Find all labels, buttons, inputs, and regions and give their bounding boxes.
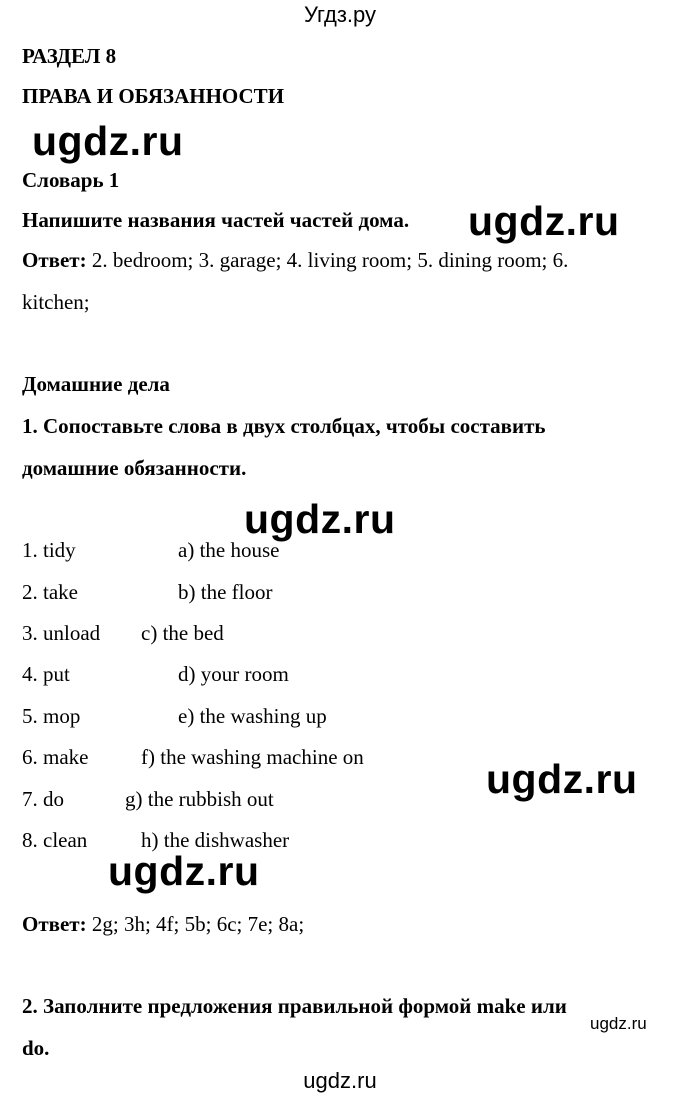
list-item-left: 2. take xyxy=(22,580,78,604)
vocab-answer-line2: kitchen; xyxy=(22,290,90,314)
vocab-title: Словарь 1 xyxy=(22,168,120,192)
watermark-3: ugdz.ru xyxy=(244,496,396,542)
list-item-left: 3. unload xyxy=(22,621,101,645)
section-label: РАЗДЕЛ 8 xyxy=(22,44,117,68)
chores-title: Домашние дела xyxy=(22,372,170,396)
list-item-right: d) your room xyxy=(178,662,289,686)
watermark-footer: ugdz.ru xyxy=(303,1068,377,1093)
list-item-left: 8. clean xyxy=(22,828,88,852)
chores-answer xyxy=(22,912,304,937)
task2-line2: do. xyxy=(22,1036,50,1060)
chores-answer-value: 2g; 3h; 4f; 5b; 6c; 7e; 8a; xyxy=(91,912,305,936)
watermark-5: ugdz.ru xyxy=(108,848,260,894)
vocab-answer xyxy=(22,248,568,273)
list-item-right: e) the washing up xyxy=(178,704,327,728)
watermark-small: ugdz.ru xyxy=(590,1014,647,1033)
vocab-task: Напишите названия частей частей дома. xyxy=(22,208,410,232)
list-item-right: b) the floor xyxy=(178,580,273,604)
list-item-left: 5. mop xyxy=(22,704,81,728)
chores-task-line2: домашние обязанности. xyxy=(22,456,247,480)
site-header: Угдз.ру xyxy=(303,2,377,27)
list-item-right: g) the rubbish out xyxy=(125,787,274,811)
chores-task-line1: 1. Сопоставьте слова в двух столбцах, чтобы составить xyxy=(22,414,546,438)
task2-line1: 2. Заполните предложения правильной формой make или xyxy=(22,994,567,1018)
list-item-right: a) the house xyxy=(178,538,280,562)
list-item-left: 7. do xyxy=(22,787,64,811)
answer-label: Ответ: xyxy=(22,912,87,936)
list-item-right: c) the bed xyxy=(141,621,224,645)
watermark-2: ugdz.ru xyxy=(468,198,620,244)
section-title: ПРАВА И ОБЯЗАННОСТИ xyxy=(22,84,285,108)
list-item-right: h) the dishwasher xyxy=(141,828,290,852)
answer-label: Ответ: xyxy=(22,248,87,272)
list-item-left: 1. tidy xyxy=(22,538,76,562)
list-item-right: f) the washing machine on xyxy=(141,745,364,769)
list-item-left: 4. put xyxy=(22,662,70,686)
vocab-answer-line1: 2. bedroom; 3. garage; 4. living room; 5. dining room; 6. xyxy=(91,248,569,272)
watermark-1: ugdz.ru xyxy=(32,118,184,164)
list-item-left: 6. make xyxy=(22,745,89,769)
watermark-4: ugdz.ru xyxy=(486,756,638,802)
